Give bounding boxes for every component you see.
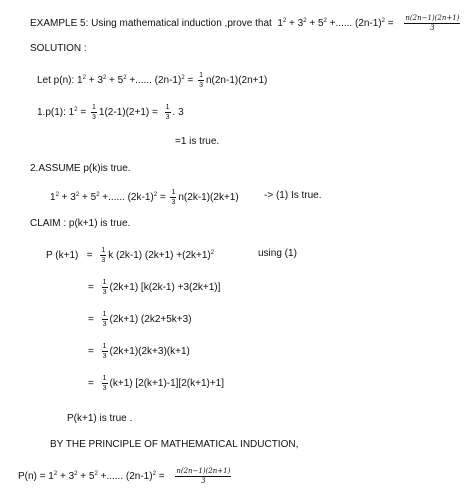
claim-label: CLAIM : p(k+1) is true. (30, 218, 131, 229)
proof-line-1: P (k+1) = $\frac{1}{3}$ k (2k-1) $(2k+1) +(2k+1)^2$ (46, 247, 215, 264)
one-third-fraction: $\frac{1}{3}$ (165, 104, 170, 121)
assume-reference: -> (1) Is true. (264, 190, 322, 201)
let-statement: Let p(n): $1^2 + 3^2 + 5^2$ +...... $(2n-1)^2$ = $\frac{1}{3}$ n(2n-1)(2n+1) (37, 72, 268, 89)
proof-line-5: = $\frac{1}{3}$ (k+1) [2(k+1)-1][2(k+1)+1] (88, 375, 225, 392)
proof-line-4: = $\frac{1}{3}$ (2k+1)(2k+3)(k+1) (88, 343, 190, 360)
assume-statement: $1^2 + 3^2 + 5^2$ +...... $(2k-1)^2$ = $\frac{1}{3}$ n(2k-1)(2k+1) (50, 189, 239, 206)
one-third-fraction: $\frac{1}{3}$ (101, 247, 106, 264)
example-lhs: $1^2 + 3^2 + 5^2$ +...... $(2n-1)^2$ = (277, 18, 394, 30)
one-third-fraction: $\frac{1}{3}$ (171, 189, 176, 206)
one-third-fraction: $\frac{1}{3}$ (199, 72, 203, 89)
one-third-fraction: $\frac{1}{3}$ (102, 375, 107, 392)
proof-using-note: using (1) (258, 248, 297, 259)
example-rhs-fraction: $\frac{n(2n-1)(2n+1)}{3}$ (405, 14, 460, 32)
one-third-fraction: $\frac{1}{3}$ (92, 104, 96, 121)
example-heading (30, 15, 462, 32)
one-third-fraction: $\frac{1}{3}$ (102, 311, 107, 328)
solution-label: SOLUTION : (30, 43, 87, 54)
final-statement: $P(n) = 1^2 + 3^2 + 5^2$ +...... $(2n-1)^2$ = $\frac{n(2n-1)(2n+1)}{3}$ (18, 467, 231, 485)
final-rhs-fraction: $\frac{n(2n-1)(2n+1)}{3}$ (176, 467, 231, 485)
one-third-fraction: $\frac{1}{3}$ (102, 279, 107, 296)
proof-line-2: = $\frac{1}{3}$ (2k+1) [k(2k-1) +3(2k+1)] (88, 279, 221, 296)
base-case-line: 1.p(1): $1^2$ = $\frac{1}{3}$ 1(2-1)(2+1) = $\frac{1}{3}$ . 3 (37, 104, 184, 121)
conclusion-true: P(k+1) is true . (67, 413, 133, 424)
induction-principle: BY THE PRINCIPLE OF MATHEMATICAL INDUCTION, (50, 439, 299, 450)
base-case-result: =1 is true. (175, 136, 220, 147)
proof-line-3: = $\frac{1}{3}$ (2k+1) (2k2+5k+3) (88, 311, 192, 328)
one-third-fraction: $\frac{1}{3}$ (102, 343, 107, 360)
example-label: EXAMPLE 5: Using mathematical induction ,prove that (30, 18, 272, 30)
assume-label: 2.ASSUME p(k)is true. (30, 163, 131, 174)
